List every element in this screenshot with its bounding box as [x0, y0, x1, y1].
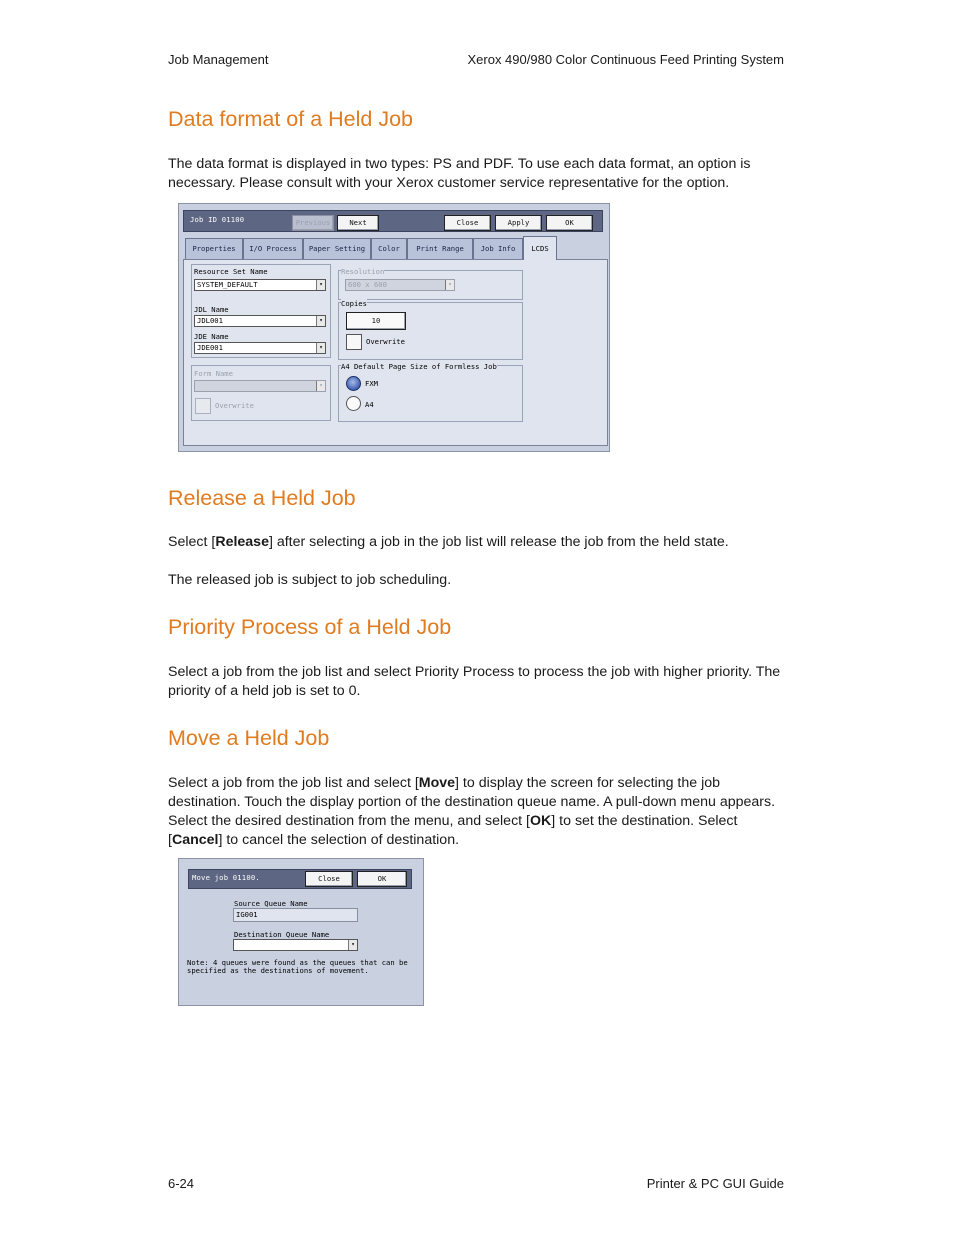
chevron-down-icon: ▾ [316, 316, 325, 326]
tab-paper-setting[interactable]: Paper Setting [303, 238, 371, 259]
resource-set-label: Resource Set Name [194, 267, 268, 276]
tab-io-process[interactable]: I/O Process [243, 238, 303, 259]
radio-a4[interactable] [346, 396, 361, 411]
previous-button[interactable]: Previous [292, 215, 334, 231]
close-button[interactable]: Close [444, 215, 491, 231]
chevron-down-icon: ▾ [445, 280, 454, 290]
form-overwrite-checkbox[interactable] [195, 398, 211, 414]
radio-fxm-label: FXM [365, 379, 378, 388]
resolution-value: 600 x 600 [348, 280, 387, 289]
apply-button[interactable]: Apply [495, 215, 542, 231]
ok-emphasis: OK [530, 813, 552, 829]
note-line-1: Note: 4 queues were found as the queues that can be [187, 958, 408, 967]
move-job-title: Move job 01100. [192, 873, 260, 882]
job-properties-screenshot [178, 203, 610, 452]
a4-default-group [338, 365, 523, 422]
release-emphasis: Release [215, 534, 269, 550]
release-body-2: The released job is subject to job scheduling. [168, 572, 452, 588]
note-line-2: specified as the destinations of movement. [187, 966, 369, 975]
copies-overwrite-label: Overwrite [366, 337, 405, 346]
page-number: 6-24 [168, 1176, 195, 1191]
data-format-body: The data format is displayed in two types: PS and PDF. To use each data format, an option is necessary. Please consult with your Xerox customer service representative for the option. [168, 156, 751, 191]
release-body-1 [168, 533, 788, 552]
form-name-label: Form Name [194, 369, 233, 378]
cancel-emphasis: Cancel [171, 832, 219, 848]
jdl-value: JDL001 [197, 316, 223, 325]
destination-queue-select[interactable] [233, 939, 358, 951]
jde-label: JDE Name [194, 332, 229, 341]
section-title-priority: Priority Process of a Held Job [168, 615, 452, 639]
text: ] after selecting a job in the job list will release the job from the held state. [268, 534, 729, 550]
jde-select[interactable] [194, 342, 326, 354]
radio-fxm[interactable] [346, 376, 361, 391]
destination-queue-label: Destination Queue Name [234, 930, 330, 939]
jdl-select[interactable] [194, 315, 326, 327]
section-title-release: Release a Held Job [168, 486, 356, 510]
form-name-select[interactable] [194, 380, 326, 392]
move-body [168, 774, 788, 850]
tab-color[interactable]: Color [371, 238, 407, 259]
ok-button[interactable]: OK [357, 871, 407, 887]
section-title-move: Move a Held Job [168, 726, 330, 750]
chevron-down-icon: ▾ [348, 940, 357, 950]
radio-a4-label: A4 [365, 400, 374, 409]
tab-lcds[interactable]: LCDS [523, 236, 557, 260]
text: ] to set the destination. Select [ [168, 813, 738, 848]
ok-button[interactable]: OK [546, 215, 593, 231]
tab-print-range[interactable]: Print Range [407, 238, 473, 259]
chevron-down-icon: ▾ [316, 381, 325, 391]
tab-properties[interactable]: Properties [185, 238, 243, 259]
tab-job-info[interactable]: Job Info [473, 238, 523, 259]
header-right: Xerox 490/980 Color Continuous Feed Printing System [467, 52, 784, 67]
job-id-title: Job ID 01100 [190, 215, 245, 224]
priority-body: Select a job from the job list and select Priority Process to process the job with higher priority. The priority of a held job is set to 0. [168, 664, 781, 699]
copies-label: Copies [341, 299, 367, 308]
text: Select [ [168, 534, 216, 550]
source-queue-label: Source Queue Name [234, 899, 308, 908]
chevron-down-icon: ▾ [316, 343, 325, 353]
copies-group [338, 302, 523, 360]
section-title-data-format: Data format of a Held Job [168, 107, 413, 131]
jde-value: JDE001 [197, 343, 223, 352]
jdl-label: JDL Name [194, 305, 229, 314]
next-button[interactable]: Next [337, 215, 379, 231]
resolution-label: Resolution [341, 267, 385, 276]
resource-set-value: SYSTEM_DEFAULT [197, 280, 258, 289]
form-overwrite-label: Overwrite [215, 401, 254, 410]
copies-input[interactable]: 10 [346, 312, 406, 330]
guide-title: Printer & PC GUI Guide [646, 1176, 784, 1191]
a4-default-label: A4 Default Page Size of Formless Job [341, 362, 497, 371]
copies-overwrite-checkbox[interactable] [346, 334, 362, 350]
close-button[interactable]: Close [305, 871, 353, 887]
source-queue-value: IG001 [233, 908, 358, 922]
chevron-down-icon: ▾ [316, 280, 325, 290]
text: ] to display the screen for selecting the job destination. Touch the display portion of the destination queue name. A pull-down menu appears. Select the desired destination from the menu, and select [ [168, 775, 776, 829]
header-left: Job Management [168, 52, 269, 67]
text: ] to cancel the selection of destination. [218, 832, 460, 848]
resolution-select[interactable] [345, 279, 455, 291]
resource-set-select[interactable] [194, 279, 326, 291]
move-emphasis: Move [418, 775, 456, 791]
move-job-screenshot [178, 858, 424, 1006]
text: Select a job from the job list and select [ [168, 775, 419, 791]
